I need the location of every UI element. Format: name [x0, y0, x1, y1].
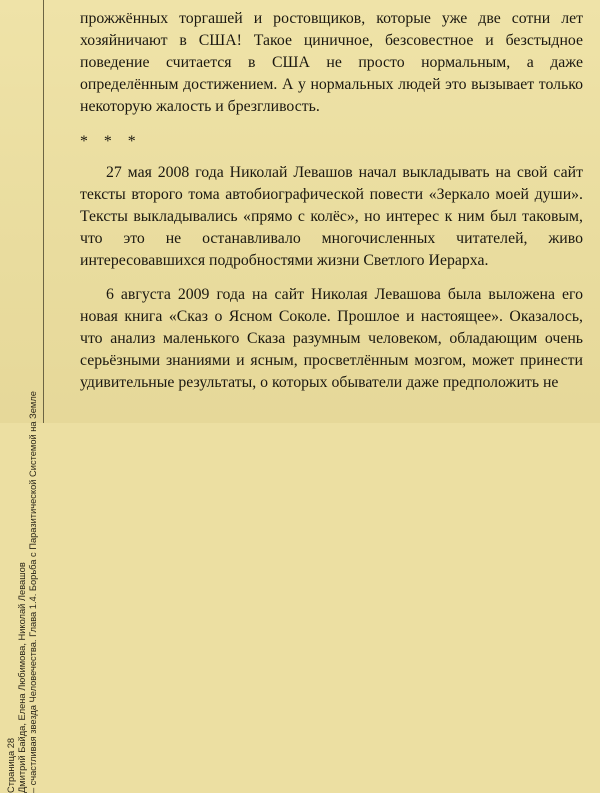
running-header-chapter: – счастливая звезда Человечества. Глава 1.4. Борьба с Паразитической Системой на Земле	[28, 391, 38, 793]
text-body	[80, 8, 583, 394]
running-header-authors: Дмитрий Байда, Елена Любимова, Николай Левашов	[17, 562, 27, 793]
margin-rule	[43, 0, 44, 423]
margin-running-header	[2, 6, 52, 793]
paragraph: 6 августа 2009 года на сайт Николая Левашова была выложена его новая книга «Сказ о Ясном Соколе. Прошлое и настоящее». Оказалось, что анализ маленького Сказа разумным человеком, обладающим очень серьёзными знаниями и ясным, просветлённым мозгом, может принести удивительные результаты, о которых обыватели даже предположить не	[80, 286, 583, 391]
paragraph: 27 мая 2008 года Николай Левашов начал выкладывать на свой сайт тексты второго тома автобиографической повести «Зеркало моей души». Тексты выкладывались «прямо с колёс», но интерес к ним был таковым, что это не останавливало многочисленных читателей, живо интересовавшихся подробностями жизни Светлого Иерарха.	[80, 164, 583, 269]
paragraph: прожжённых торгашей и ростовщиков, которые уже две сотни лет хозяйничают в США! Такое циничное, безсовестное и безстыдное поведение считается в США не просто нормальным, а даже определённым достижением. А у нормальных людей это вызывает только некоторую жалость и брезгливость.	[80, 10, 583, 115]
page-number-label: Страница 28	[6, 737, 16, 793]
section-separator: * * *	[80, 133, 142, 150]
